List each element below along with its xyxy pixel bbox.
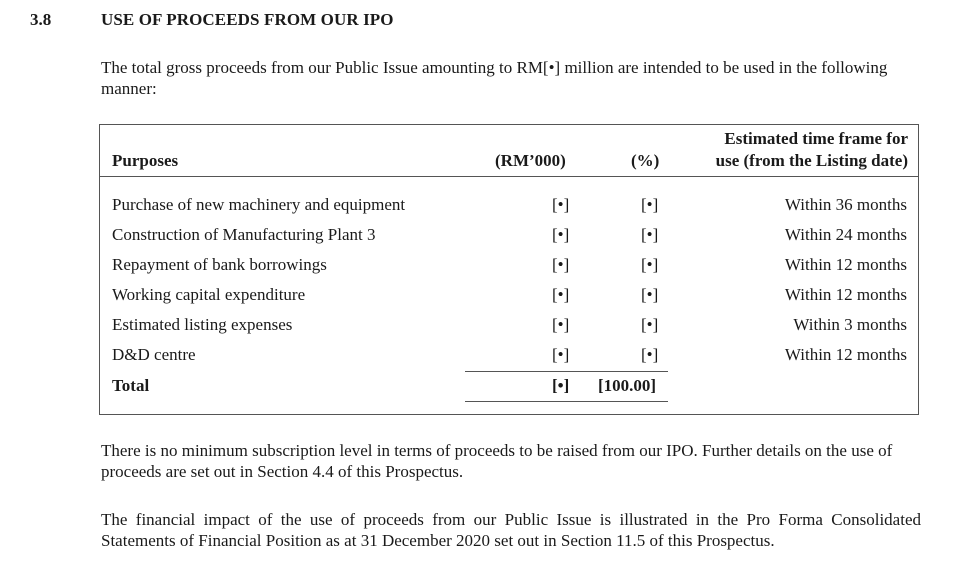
total-label: Total <box>112 376 150 395</box>
row-rm: [•] <box>552 315 570 334</box>
section-title: USE OF PROCEEDS FROM OUR IPO <box>101 10 394 29</box>
row-purpose: Purchase of new machinery and equipment <box>112 195 406 214</box>
total-top-rule <box>465 371 668 372</box>
use-of-proceeds-table <box>99 124 919 415</box>
row-purpose: Construction of Manufacturing Plant 3 <box>112 225 376 244</box>
financial-impact-paragraph: The financial impact of the use of proceeds from our Public Issue is illustrated in the Pro Forma Consolidated Statements of Financial Position as at 31 December 2020 set out in Section 11.5 of this Prospectus. <box>101 510 921 550</box>
row-time: Within 12 months <box>784 345 907 364</box>
row-purpose: D&D centre <box>112 345 196 364</box>
row-pct: [•] <box>641 195 659 214</box>
total-rm: [•] <box>552 376 570 395</box>
row-purpose: Estimated listing expenses <box>112 315 293 334</box>
row-time: Within 36 months <box>784 195 907 214</box>
header-estimated-time <box>716 128 908 172</box>
row-time: Within 3 months <box>793 315 907 334</box>
row-rm: [•] <box>552 195 570 214</box>
row-time: Within 12 months <box>784 255 907 274</box>
table-row <box>100 285 918 315</box>
total-bottom-rule <box>465 401 668 402</box>
row-rm: [•] <box>552 255 570 274</box>
table-row <box>100 225 918 255</box>
table-row <box>100 315 918 345</box>
row-pct: [•] <box>641 225 659 244</box>
row-time: Within 24 months <box>784 225 907 244</box>
header-est-line2: use (from the Listing date) <box>715 151 908 170</box>
row-rm: [•] <box>552 345 570 364</box>
table-row <box>100 255 918 285</box>
intro-paragraph: The total gross proceeds from our Public Issue amounting to RM[•] million are intended to be used in the following manner: <box>101 58 888 98</box>
row-time: Within 12 months <box>784 285 907 304</box>
row-pct: [•] <box>641 345 659 364</box>
header-est-line1: Estimated time frame for <box>724 129 908 148</box>
section-number: 3.8 <box>30 10 52 29</box>
row-rm: [•] <box>552 285 570 304</box>
header-purposes: Purposes <box>112 151 179 170</box>
row-purpose: Repayment of bank borrowings <box>112 255 327 274</box>
subscription-paragraph: There is no minimum subscription level in terms of proceeds to be raised from our IPO. Further details on the use of proceeds are set out in Section 4.4 of this Prospectus. <box>101 441 893 481</box>
header-pct: (%) <box>631 151 660 170</box>
row-pct: [•] <box>641 285 659 304</box>
header-divider <box>100 176 918 177</box>
row-pct: [•] <box>641 255 659 274</box>
row-purpose: Working capital expenditure <box>112 285 306 304</box>
row-pct: [•] <box>641 315 659 334</box>
table-row <box>100 195 918 225</box>
total-pct: [100.00] <box>598 376 657 395</box>
header-rm: (RM’000) <box>495 151 566 170</box>
row-rm: [•] <box>552 225 570 244</box>
